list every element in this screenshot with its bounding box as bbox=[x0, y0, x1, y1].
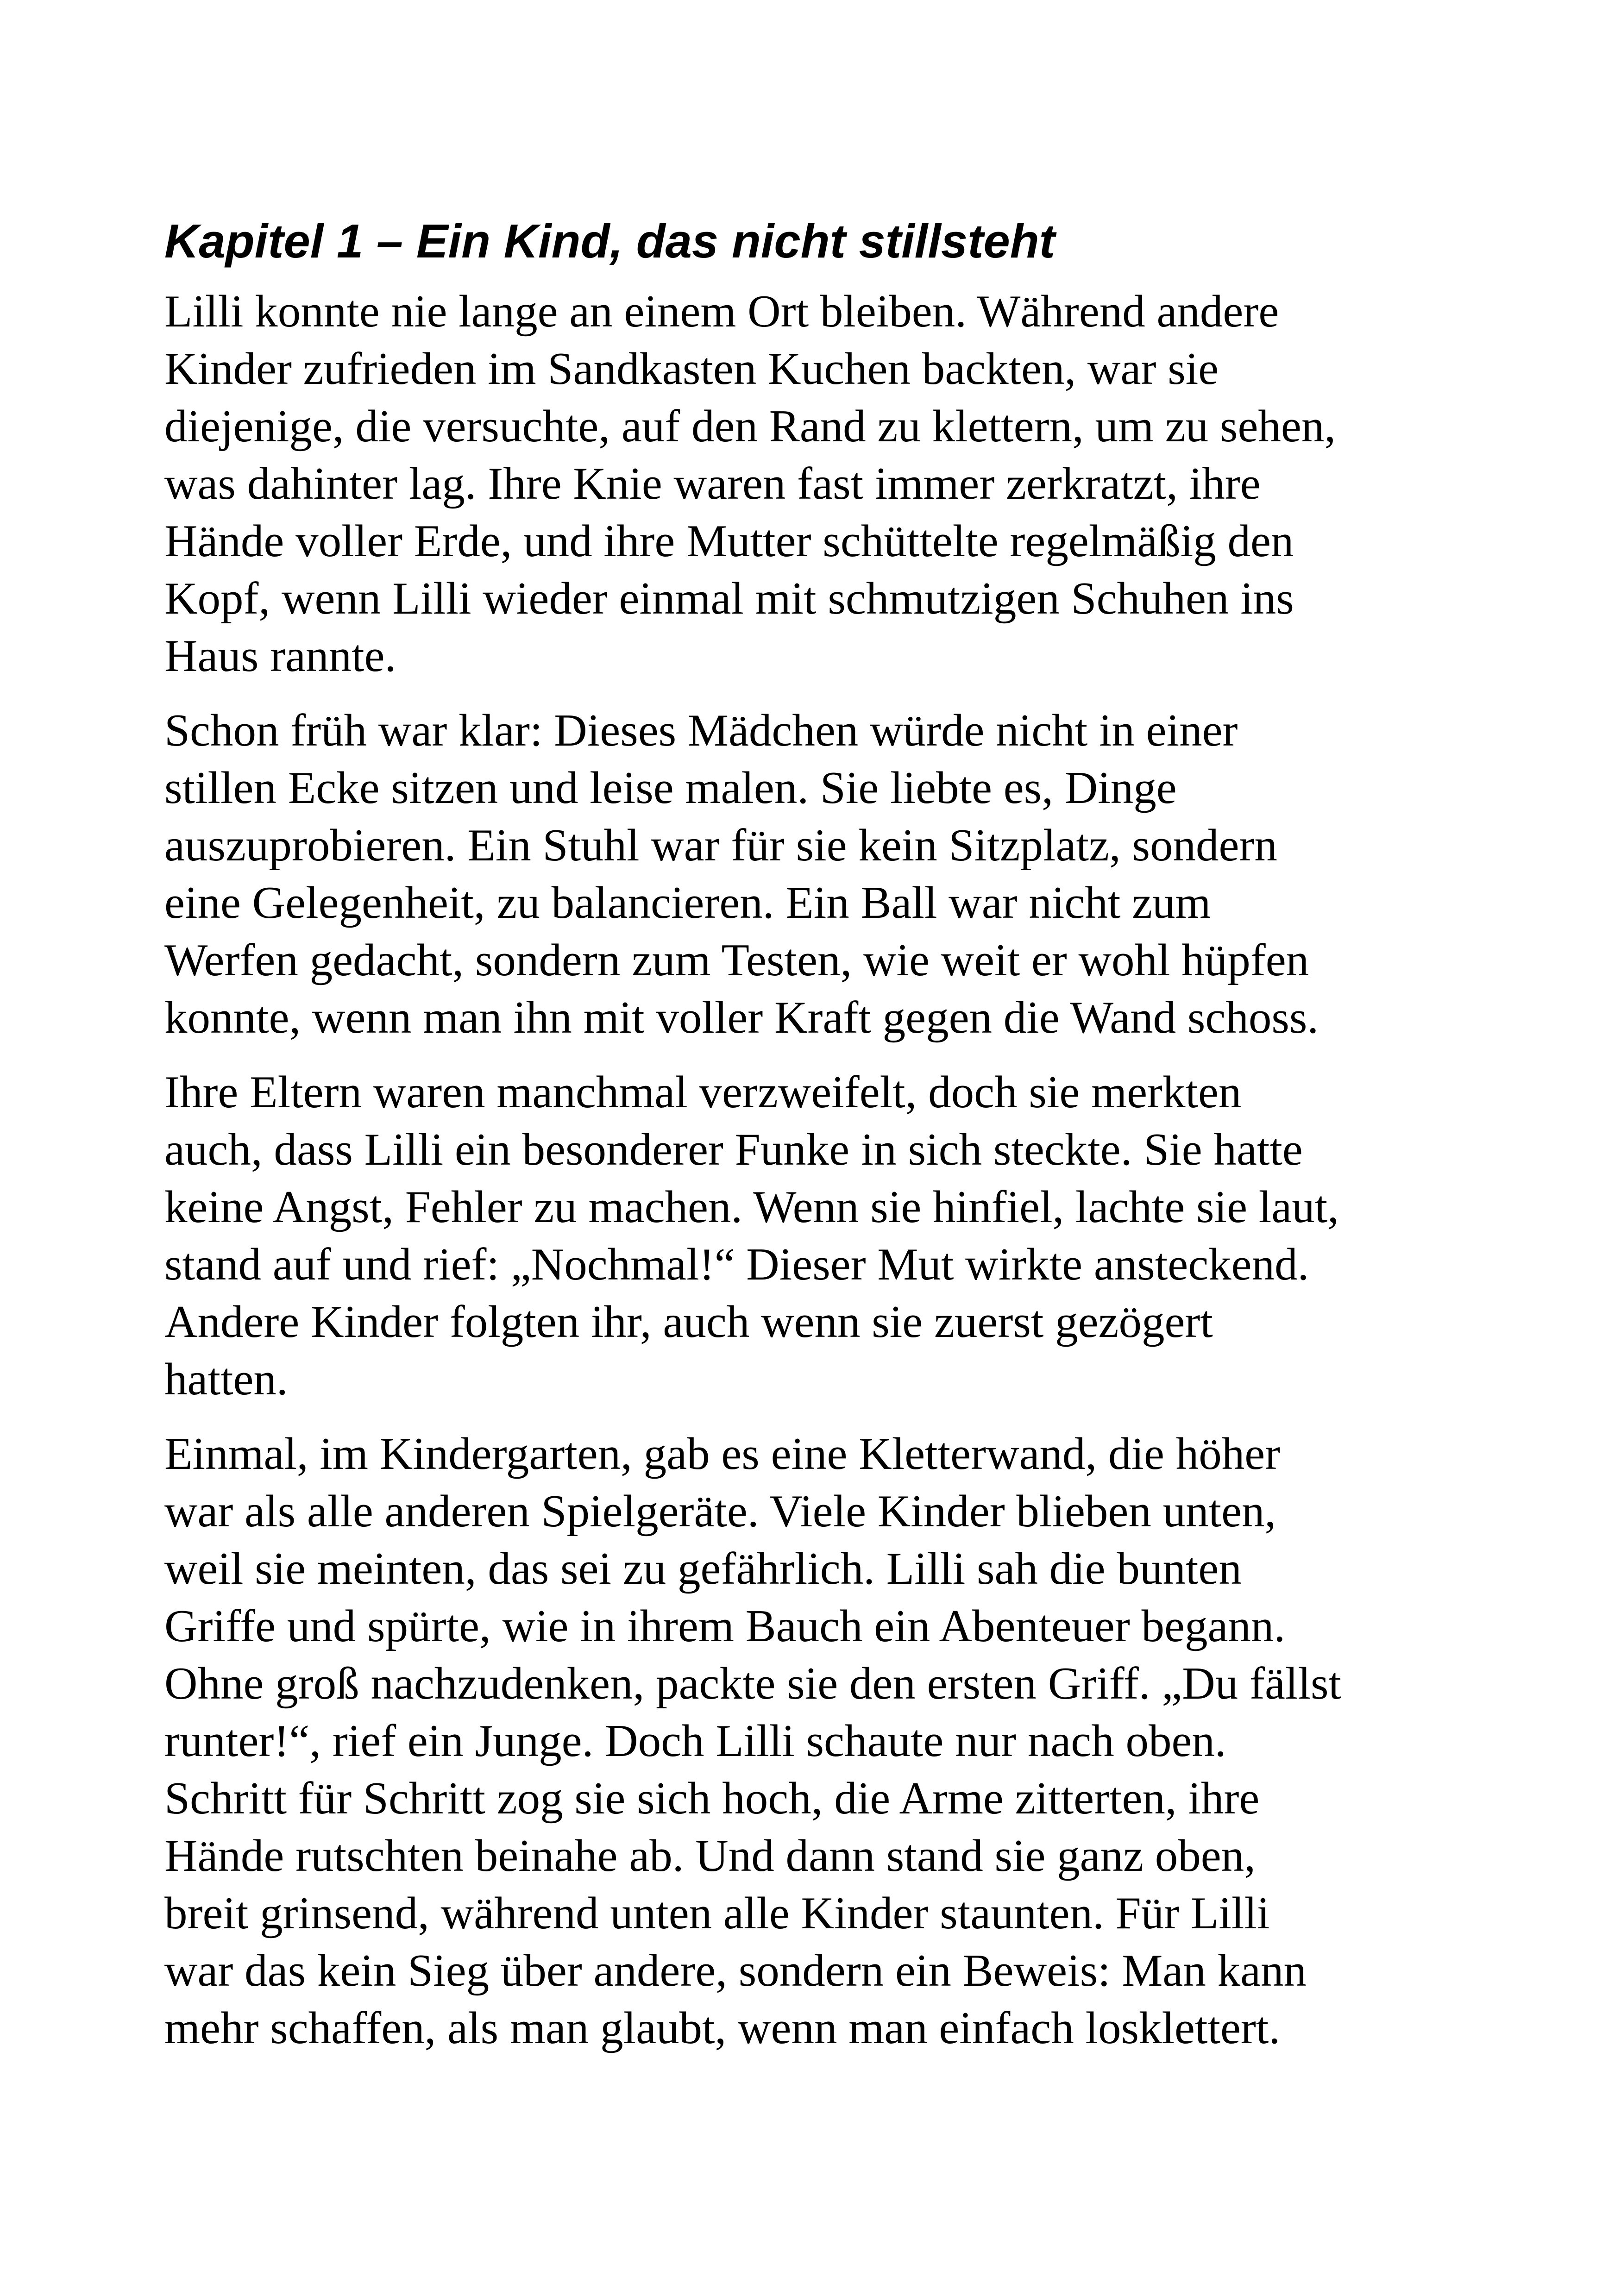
body-text bbox=[164, 283, 1470, 2057]
text-line: weil sie meinten, das sei zu gefährlich. Lilli sah die bunten bbox=[164, 1543, 1242, 1594]
text-line: auszuprobieren. Ein Stuhl war für sie kein Sitzplatz, sondern bbox=[164, 820, 1277, 871]
text-line: eine Gelegenheit, zu balancieren. Ein Ball war nicht zum bbox=[164, 878, 1211, 928]
text-line: stand auf und rief: „Nochmal!“ Dieser Mut wirkte ansteckend. bbox=[164, 1239, 1309, 1290]
text-line: mehr schaffen, als man glaubt, wenn man einfach losklettert. bbox=[164, 2003, 1281, 2053]
chapter-title: Kapitel 1 – Ein Kind, das nicht stillsteht bbox=[164, 214, 1056, 268]
text-line: Lilli konnte nie lange an einem Ort bleiben. Während andere bbox=[164, 286, 1279, 337]
text-line: hatten. bbox=[164, 1354, 288, 1405]
text-line: Andere Kinder folgten ihr, auch wenn sie zuerst gezögert bbox=[164, 1297, 1213, 1347]
paragraph bbox=[164, 702, 1470, 1047]
text-line: auch, dass Lilli ein besonderer Funke in sich steckte. Sie hatte bbox=[164, 1124, 1303, 1175]
text-line: Kopf, wenn Lilli wieder einmal mit schmutzigen Schuhen ins bbox=[164, 573, 1294, 624]
text-line: Ihre Eltern waren manchmal verzweifelt, doch sie merkten bbox=[164, 1067, 1242, 1117]
text-line: Hände voller Erde, und ihre Mutter schüttelte regelmäßig den bbox=[164, 516, 1294, 566]
text-line: Werfen gedacht, sondern zum Testen, wie weit er wohl hüpfen bbox=[164, 935, 1309, 985]
text-line: konnte, wenn man ihn mit voller Kraft gegen die Wand schoss. bbox=[164, 992, 1319, 1043]
text-line: was dahinter lag. Ihre Knie waren fast immer zerkratzt, ihre bbox=[164, 458, 1261, 509]
text-line: Hände rutschten beinahe ab. Und dann stand sie ganz oben, bbox=[164, 1831, 1256, 1881]
text-line: war das kein Sieg über andere, sondern ein Beweis: Man kann bbox=[164, 1945, 1307, 1996]
text-line: Einmal, im Kindergarten, gab es eine Kletterwand, die höher bbox=[164, 1429, 1281, 1479]
text-line: breit grinsend, während unten alle Kinder staunten. Für Lilli bbox=[164, 1888, 1270, 1938]
document-content bbox=[164, 212, 1470, 2074]
text-line: Griffe und spürte, wie in ihrem Bauch ein Abenteuer begann. bbox=[164, 1601, 1286, 1651]
text-line: keine Angst, Fehler zu machen. Wenn sie hinfiel, lachte sie laut, bbox=[164, 1182, 1339, 1232]
text-line: Kinder zufrieden im Sandkasten Kuchen backten, war sie bbox=[164, 344, 1219, 394]
text-line: runter!“, rief ein Junge. Doch Lilli schaute nur nach oben. bbox=[164, 1716, 1226, 1766]
text-line: Schon früh war klar: Dieses Mädchen würde nicht in einer bbox=[164, 705, 1238, 756]
text-line: Schritt für Schritt zog sie sich hoch, die Arme zitterten, ihre bbox=[164, 1773, 1260, 1824]
text-line: war als alle anderen Spielgeräte. Viele Kinder blieben unten, bbox=[164, 1486, 1276, 1537]
paragraph bbox=[164, 283, 1470, 685]
text-line: Ohne groß nachzudenken, packte sie den ersten Griff. „Du fällst bbox=[164, 1658, 1341, 1709]
text-line: stillen Ecke sitzen und leise malen. Sie liebte es, Dinge bbox=[164, 763, 1177, 813]
text-line: Haus rannte. bbox=[164, 631, 396, 681]
paragraph bbox=[164, 1064, 1470, 1408]
text-line: diejenige, die versuchte, auf den Rand zu klettern, um zu sehen, bbox=[164, 401, 1336, 452]
paragraph bbox=[164, 1425, 1470, 2057]
